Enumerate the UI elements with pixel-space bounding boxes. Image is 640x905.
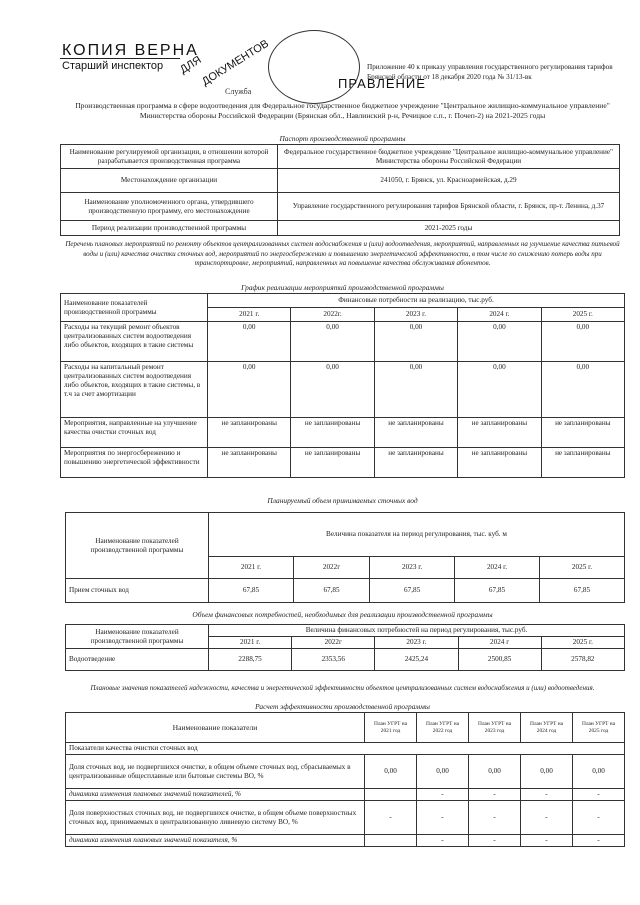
passport-label: Наименование уполномоченного органа, утвердившего производственную программу, его местонахождение (61, 193, 278, 221)
measures-note: Перечень плановых мероприятий по ремонту объектов централизованных систем водоснабжения и (или) водоотведения, мероприятий, направленных на улучшение качества питьевой воды и (или) качества очистки сточных вод, мероприятий по энергосбережению и повышению энергетической эффективности, в том числе по снижению потерь воды при транспортировке, мероприятий, направленных на повышение качества обслуживания абонентов. (65, 240, 620, 267)
row-label: Мероприятия по энергосбережению и повышению энергетической эффективности (61, 448, 208, 478)
cell-value: не запланированы (458, 448, 541, 478)
cell-value: 2288,75 (209, 649, 292, 671)
stamp-underline (60, 58, 180, 59)
row-label: Водоотведение (66, 649, 209, 671)
row-label: Доля поверхностных сточных вод, не подвергшихся очистке, в общем объеме поверхностных сточных вод, принимаемых в централизованную ливневую систему ВО, % (66, 801, 365, 835)
volume-year: 2024 г. (455, 557, 540, 579)
cell-value: 67,85 (293, 579, 369, 603)
cell-value: 67,85 (539, 579, 624, 603)
schedule-caption: График реализации мероприятий производственной программы (241, 283, 444, 292)
table-row (66, 789, 625, 801)
cell-value: 67,85 (370, 579, 455, 603)
passport-value: 2021-2025 годы (278, 221, 620, 236)
finance-year: 2021 г. (209, 637, 292, 649)
cell-value: не запланированы (374, 418, 457, 448)
program-title: Производственная программа в сфере водоотведения для Федеральное государственное бюджетное учреждение "Центральное жилищно-коммунальное управление" Министерства обороны Российской Федерации (Брянская обл., Навлинский р-н, Речицкое с.п., г. Почеп-2) на 2021-2025 годы (75, 101, 610, 120)
stamp-department-text: ПРАВЛЕНИЕ (338, 76, 426, 91)
passport-table (60, 144, 620, 236)
passport-value: Федеральное государственное бюджетное учреждение "Центральное жилищно-коммунальное управление" Министерства обороны Российской Федерации (278, 145, 620, 169)
cell-value: 2500,85 (458, 649, 541, 671)
row-label: Мероприятия, направленные на улучшение качества очистки сточных вод (61, 418, 208, 448)
reliability-note: Плановые значения показателей надежности, качества и энергетической эффективности объектов централизованных систем водоснабжения и (или) водоотведения. (90, 684, 595, 692)
cell-value: 0,00 (541, 362, 624, 418)
cell-value: 2353,56 (292, 649, 375, 671)
cell-value: 0,00 (208, 322, 291, 362)
cell-value: не запланированы (541, 418, 624, 448)
stamp-for-text: ДЛЯ (178, 54, 204, 77)
cell-value: - (469, 801, 521, 835)
finance-caption: Объем финансовых потребностей, необходимых для реализации производственной программы (192, 610, 493, 619)
cell-value: 0,00 (374, 362, 457, 418)
cell-value: не запланированы (541, 448, 624, 478)
passport-label: Период реализации производственной программы (61, 221, 278, 236)
table-row (61, 448, 625, 478)
cell-value (365, 835, 417, 847)
efficiency-year: План УГРТ на 2025 год (573, 713, 625, 743)
volume-header-group: Величина показателя на период регулирования, тыс. куб. м (209, 513, 625, 557)
cell-value: - (521, 801, 573, 835)
volume-table (65, 512, 625, 603)
table-row (66, 649, 625, 671)
row-label: Доля сточных вод, не подвергшихся очистке, в общем объеме сточных вод, сбрасываемых в централизованные общесплавные или бытовые системы ВО, % (66, 755, 365, 789)
finance-header-group: Величина финансовых потребностей на период регулирования, тыс.руб. (209, 625, 625, 637)
table-row (66, 755, 625, 789)
finance-year: 2022г (292, 637, 375, 649)
stamp-service-text: Служба (225, 87, 252, 96)
efficiency-year: План УГРТ на 2023 год (469, 713, 521, 743)
schedule-year: 2022г. (291, 308, 374, 322)
schedule-header-group: Финансовые потребности на реализацию, тыс.руб. (208, 294, 625, 308)
passport-value: 241050, г. Брянск, ул. Красноармейская, д.29 (278, 169, 620, 193)
cell-value: 0,00 (208, 362, 291, 418)
table-row (61, 418, 625, 448)
stamp-docs-text: ДОКУМЕНТОВ (200, 37, 271, 89)
cell-value: не запланированы (374, 448, 457, 478)
cell-value: 0,00 (365, 755, 417, 789)
cell-value: не запланированы (458, 418, 541, 448)
table-row (66, 801, 625, 835)
round-seal-icon (268, 30, 360, 104)
finance-year: 2025 г. (541, 637, 624, 649)
cell-value: 0,00 (458, 362, 541, 418)
passport-value: Управление государственного регулирования тарифов Брянской области, г. Брянск, пр-т. Ленина, д.37 (278, 193, 620, 221)
schedule-year: 2023 г. (374, 308, 457, 322)
efficiency-caption: Расчет эффективности производственной программы (255, 702, 430, 711)
stamp-inspector-text: Старший инспектор (62, 60, 164, 72)
efficiency-section: Показатели качества очистки сточных вод (66, 743, 625, 755)
volume-year: 2021 г. (209, 557, 294, 579)
cell-value: - (521, 789, 573, 801)
volume-caption: Планируемый объем принимаемых сточных вод (267, 496, 418, 505)
cell-value: - (521, 835, 573, 847)
stamp-copy-text: КОПИЯ ВЕРНА (62, 42, 199, 59)
table-row (61, 322, 625, 362)
cell-value: - (469, 835, 521, 847)
cell-value: 2425,24 (375, 649, 458, 671)
cell-value: - (417, 801, 469, 835)
cell-value: 0,00 (469, 755, 521, 789)
cell-value: - (573, 835, 625, 847)
cell-value: 0,00 (291, 322, 374, 362)
cell-value: 0,00 (374, 322, 457, 362)
volume-year: 2025 г. (539, 557, 624, 579)
schedule-table (60, 293, 625, 478)
cell-value (365, 789, 417, 801)
passport-caption: Паспорт производственной программы (279, 134, 406, 143)
cell-value: не запланированы (291, 448, 374, 478)
cell-value: не запланированы (208, 418, 291, 448)
cell-value: 0,00 (458, 322, 541, 362)
cell-value: 67,85 (209, 579, 294, 603)
cell-value: 0,00 (417, 755, 469, 789)
cell-value: 0,00 (541, 322, 624, 362)
cell-value: не запланированы (291, 418, 374, 448)
cell-value: 0,00 (291, 362, 374, 418)
row-label: Прием сточных вод (66, 579, 209, 603)
row-label: Расходы на капитальный ремонт централизованных систем водоотведения либо объектов, входящих в такие системы, в т.ч за счет амортизации (61, 362, 208, 418)
cell-value: - (573, 789, 625, 801)
passport-label: Местонахождение организации (61, 169, 278, 193)
dynamic-label: динамика изменения плановых значений показателей, % (66, 789, 365, 801)
efficiency-table (65, 712, 625, 847)
schedule-year: 2025 г. (541, 308, 624, 322)
table-row (66, 579, 625, 603)
row-label: Расходы на текущий ремонт объектов централизованных систем водоотведения либо объектов, входящих в такие системы (61, 322, 208, 362)
efficiency-year: План УГРТ на 2024 год (521, 713, 573, 743)
schedule-year: 2021 г. (208, 308, 291, 322)
efficiency-year: План УГРТ на 2022 год (417, 713, 469, 743)
cell-value: - (573, 801, 625, 835)
efficiency-year: План УГРТ на 2021 год (365, 713, 417, 743)
schedule-year: 2024 г. (458, 308, 541, 322)
volume-year: 2023 г. (370, 557, 455, 579)
appendix-reference: Приложение 40 к приказу управления государственного регулирования тарифов Брянской области от 18 декабря 2020 года № 31/13-вк (367, 63, 613, 81)
table-row (61, 362, 625, 418)
finance-year: 2024 г (458, 637, 541, 649)
volume-year: 2022г (293, 557, 369, 579)
cell-value: 0,00 (573, 755, 625, 789)
table-row (66, 835, 625, 847)
cell-value: не запланированы (208, 448, 291, 478)
passport-label: Наименование регулируемой организации, в отношении которой разрабатывается производственная программа (61, 145, 278, 169)
dynamic-label: динамика изменения плановых значений показателя, % (66, 835, 365, 847)
volume-header-name: Наименование показателей производственной программы (66, 513, 209, 579)
finance-header-name: Наименование показателей производственной программы (66, 625, 209, 649)
cell-value: - (469, 789, 521, 801)
cell-value: 67,85 (455, 579, 540, 603)
cell-value: 0,00 (521, 755, 573, 789)
cell-value: 2578,82 (541, 649, 624, 671)
cell-value: - (365, 801, 417, 835)
cell-value: - (417, 835, 469, 847)
efficiency-header-name: Наименование показатели (66, 713, 365, 743)
finance-table (65, 624, 625, 671)
finance-year: 2023 г. (375, 637, 458, 649)
schedule-header-name: Наименование показателей производственной программы (61, 294, 208, 322)
cell-value: - (417, 789, 469, 801)
